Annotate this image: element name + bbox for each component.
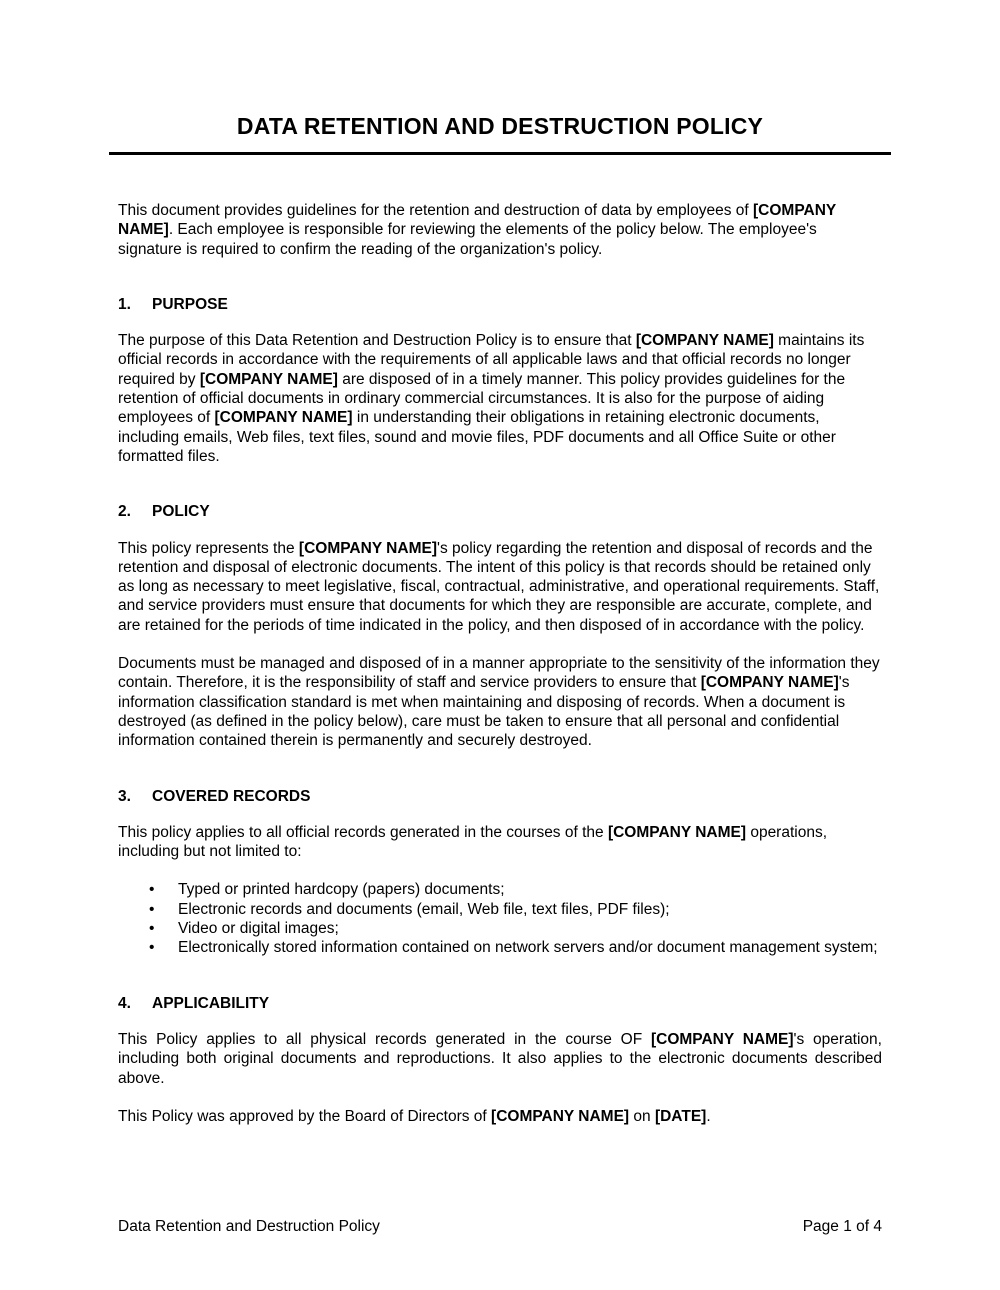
paragraph: This policy applies to all official records generated in the courses of the [COMPANY NAME] operations, including but not limited to: [118, 823, 828, 861]
section-heading [118, 787, 882, 806]
section-heading [118, 994, 882, 1013]
bullet-item: • Typed or printed hardcopy (papers) documents; [118, 880, 882, 899]
bullet-list [118, 880, 882, 957]
bullet-item: • Video or digital images; [118, 919, 882, 938]
section-purpose [118, 295, 882, 466]
section-title: POLICY [152, 503, 210, 521]
section-title: PURPOSE [152, 295, 228, 313]
document-title: DATA RETENTION AND DESTRUCTION POLICY [236, 113, 764, 139]
page-footer [118, 1217, 882, 1236]
section-applicability [118, 994, 882, 1126]
paragraph: Documents must be managed and disposed of in a manner appropriate to the sensitivity of the information they contain. Therefore, it is the responsibility of staff and service providers to ensure that [COMPANY NAME]'s information classification standard is met when maintaining and disposing of records. When a document is destroyed (as defined in the policy below), care must be taken to ensure that all personal and confidential information contained therein is permanently and securely destroyed. [118, 655, 880, 750]
section-number: 4. [118, 994, 131, 1012]
section-number: 2. [118, 503, 131, 521]
section-policy [118, 502, 882, 750]
sections [118, 295, 882, 1126]
paragraph: This policy represents the [COMPANY NAME]'s policy regarding the retention and disposal of records and the retention and disposal of electronic documents. The intent of this policy is that records should be retained only as long as necessary to meet legislative, fiscal, contractual, administrative, and operational requirements. Staff, and service providers must ensure that documents for which they are responsible are accurate, complete, and are retained for the periods of time indicated in the policy, and then disposed of in accordance with the policy. [118, 539, 880, 634]
section-heading [118, 502, 882, 521]
bullet-item: • Electronically stored information contained on network servers and/or document management system; [118, 938, 882, 957]
footer-document-name: Data Retention and Destruction Policy [118, 1218, 380, 1235]
paragraph: This Policy applies to all physical records generated in the course OF [COMPANY NAME]'s operation, including both original documents and reproductions. It also applies to the electronic documents described above. [118, 1030, 882, 1087]
paragraph: The purpose of this Data Retention and Destruction Policy is to ensure that [COMPANY NAME] maintains its official records in accordance with the requirements of all applicable laws and that official records no longer required by [COMPANY NAME] are disposed of in a timely manner. This policy provides guidelines for the retention of official documents in ordinary commercial circumstances. It is also for the purpose of aiding employees of [COMPANY NAME] in understanding their obligations in retaining electronic documents, including emails, Web files, text files, sound and movie files, PDF documents and all Office Suite or other formatted files. [118, 332, 865, 465]
footer-page-number: Page 1 of 4 [802, 1218, 882, 1235]
section-number: 1. [118, 295, 131, 313]
section-number: 3. [118, 787, 131, 805]
section-title: APPLICABILITY [152, 994, 270, 1012]
bullet-item: • Electronic records and documents (email, Web file, text files, PDF files); [118, 900, 882, 919]
section-title: COVERED RECORDS [152, 787, 311, 805]
section-heading [118, 295, 882, 314]
section-covered-records [118, 787, 882, 958]
paragraph: This Policy was approved by the Board of Directors of [COMPANY NAME] on [DATE]. [118, 1107, 711, 1125]
title-rule [109, 152, 891, 155]
intro-paragraph: This document provides guidelines for the retention and destruction of data by employees of [COMPANY NAME]. Each employee is responsible for reviewing the elements of the policy below. The employee's signature is required to confirm the reading of the organization's policy. [118, 202, 836, 258]
